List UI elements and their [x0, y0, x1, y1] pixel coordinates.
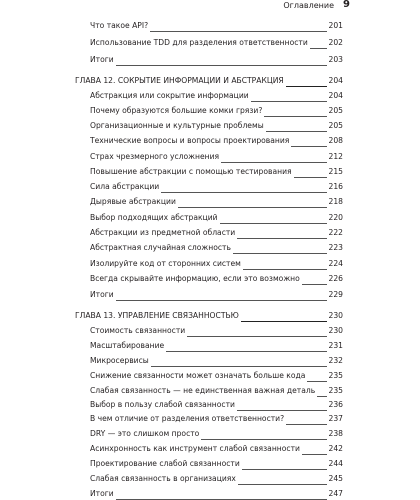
toc-entry [90, 258, 343, 270]
toc-entry-page: 220 [328, 213, 343, 222]
toc-entry-title: Использование TDD для разделения ответственности [90, 38, 308, 47]
toc-entry-page: 205 [328, 106, 343, 115]
toc-entry-page: 201 [328, 21, 343, 30]
toc-entry [90, 488, 343, 500]
toc-entry [90, 120, 343, 132]
leader-line [90, 300, 327, 301]
toc-entry [90, 428, 343, 440]
toc-entry-title: Изолируйте код от сторонних систем [90, 259, 241, 268]
toc-entry-page: 235 [328, 386, 343, 395]
toc-entry [90, 54, 343, 66]
toc-entry [90, 413, 343, 425]
toc-entry-page: 247 [328, 489, 343, 498]
toc-entry-page: 203 [328, 55, 343, 64]
toc-entry-title: Микросервисы [90, 356, 149, 365]
toc-entry [90, 90, 343, 102]
toc-entry-page: 226 [328, 274, 343, 283]
toc-entry [90, 166, 343, 178]
toc-entry [90, 105, 343, 117]
toc-entry-title: Слабая связанность — не единственная важная деталь [90, 386, 316, 395]
page-number: 9 [343, 0, 350, 10]
toc-entry-page: 216 [328, 182, 343, 191]
toc-entry-title: ГЛАВА 12. СОКРЫТИЕ ИНФОРМАЦИИ И АБСТРАКЦИЯ [75, 76, 284, 85]
running-header-title: Оглавление [283, 1, 334, 10]
toc-entry-page: 224 [328, 259, 343, 268]
toc-entry [90, 385, 343, 397]
toc-entry-title: Слабая связанность в организациях [90, 474, 236, 483]
toc-entry-title: Организационные и культурные проблемы [90, 121, 264, 130]
toc-entry-title: DRY — это слишком просто [90, 429, 200, 438]
toc-entry-page: 222 [328, 228, 343, 237]
toc-entry-title: Страх чрезмерного усложнения [90, 152, 220, 161]
toc-entry-title: Итоги [90, 489, 114, 498]
toc-entry-page: 230 [328, 326, 343, 335]
toc-entry-page: 238 [328, 429, 343, 438]
toc-entry-page: 237 [328, 414, 343, 423]
toc-entry [90, 325, 343, 337]
toc-entry-page: 215 [328, 167, 343, 176]
toc-entry [90, 212, 343, 224]
toc-entry [90, 37, 343, 49]
leader-line [90, 65, 327, 66]
toc-entry-title: Итоги [90, 290, 114, 299]
toc-entry-page: 245 [328, 474, 343, 483]
toc-entry-title: Абстрактная случайная сложность [90, 243, 231, 252]
toc-entry [90, 443, 343, 455]
toc-entry [90, 20, 343, 32]
toc-entry-page: 244 [328, 459, 343, 468]
toc-entry [90, 181, 343, 193]
toc-entry-title: Выбор подходящих абстракций [90, 213, 218, 222]
toc-entry-page: 232 [328, 356, 343, 365]
toc-entry [90, 196, 343, 208]
toc-entry-title: ГЛАВА 13. УПРАВЛЕНИЕ СВЯЗАННОСТЬЮ [75, 311, 239, 320]
toc-entry [90, 289, 343, 301]
toc-entry [90, 399, 343, 411]
toc-entry-page: 204 [328, 76, 343, 85]
toc-entry-title: Снижение связанности может означать больше кода [90, 371, 306, 380]
toc-entry-page: 223 [328, 243, 343, 252]
toc-entry-title: Технические вопросы и вопросы проектирования [90, 136, 290, 145]
toc-entry-title: Асинхронность как инструмент слабой связанности [90, 444, 300, 453]
toc-entry-title: Масштабирование [90, 341, 165, 350]
toc-entry-page: 236 [328, 400, 343, 409]
toc-entry-page: 218 [328, 197, 343, 206]
toc-entry [90, 273, 343, 285]
toc-entry-title: Повышение абстракции с помощью тестирования [90, 167, 292, 176]
toc-entry-title: Почему образуются большие комки грязи? [90, 106, 263, 115]
toc-entry-title: Выбор в пользу слабой связанности [90, 400, 235, 409]
toc-entry-page: 204 [328, 91, 343, 100]
toc-entry-title: Всегда скрывайте информацию, если это возможно [90, 274, 300, 283]
toc-entry-page: 208 [328, 136, 343, 145]
toc-entry [90, 458, 343, 470]
toc-entry-title: В чем отличие от разделения ответственности? [90, 414, 285, 423]
toc-entry-title: Что такое API? [90, 21, 149, 30]
toc-entry-page: 212 [328, 152, 343, 161]
toc-entry-page: 230 [328, 311, 343, 320]
toc-entry-title: Абстракция или сокрытие информации [90, 91, 249, 100]
toc-entry-title: Итоги [90, 55, 114, 64]
toc-entry-page: 229 [328, 290, 343, 299]
toc-entry [90, 227, 343, 239]
toc-entry [90, 370, 343, 382]
toc-entry-page: 202 [328, 38, 343, 47]
toc-entry [90, 151, 343, 163]
toc-entry-title: Дырявые абстракции [90, 197, 176, 206]
toc-entry-title: Сила абстракции [90, 182, 160, 191]
toc-entry [90, 242, 343, 254]
toc-entry-page: 231 [328, 341, 343, 350]
toc-entry-title: Проектирование слабой связанности [90, 459, 240, 468]
toc-entry-page: 242 [328, 444, 343, 453]
toc-chapter-entry [75, 310, 343, 322]
toc-chapter-entry [75, 75, 343, 87]
toc-entry-page: 235 [328, 371, 343, 380]
toc-entry [90, 135, 343, 147]
toc-entry [90, 355, 343, 367]
toc-entry-title: Абстракции из предметной области [90, 228, 236, 237]
toc-entry-page: 205 [328, 121, 343, 130]
toc-entry [90, 473, 343, 485]
toc-entry-title: Стоимость связанности [90, 326, 186, 335]
toc-entry [90, 340, 343, 352]
